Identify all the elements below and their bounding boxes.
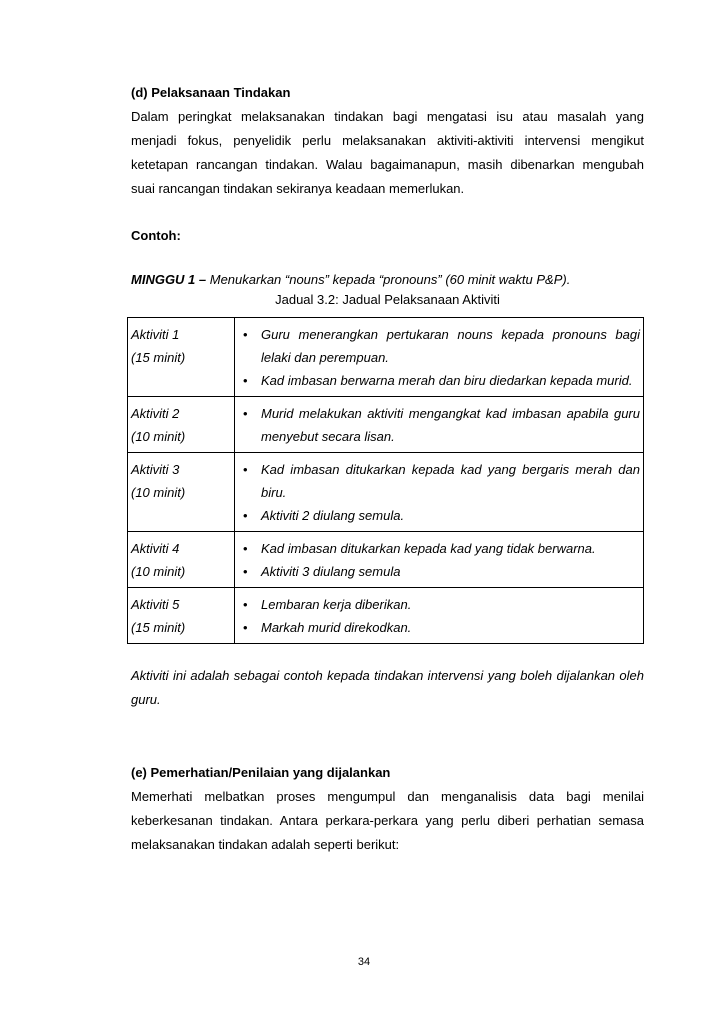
activity-duration: (10 minit): [131, 429, 186, 444]
list-item: • Kad imbasan ditukarkan kepada kad yang bergaris merah dan biru.: [235, 458, 640, 504]
activity-name-cell: [128, 453, 235, 532]
paragraph-line: keberkesanan tindakan. Antara perkara-perkara yang perlu diberi perhatian semasa: [131, 813, 644, 828]
document-page: [131, 84, 644, 857]
week-text: Menukarkan “nouns” kepada “pronouns” (60 minit waktu P&P).: [206, 272, 571, 287]
table-row: [128, 397, 644, 453]
activity-name: Aktiviti 2: [131, 406, 180, 421]
activity-duration: (10 minit): [131, 564, 186, 579]
list-item: • Lembaran kerja diberikan.: [235, 593, 640, 616]
section-d-title: (d) Pelaksanaan Tindakan: [131, 85, 291, 100]
week-label: MINGGU 1 –: [131, 272, 207, 287]
paragraph-line: Memerhati melbatkan proses mengumpul dan menganalisis data bagi menilai: [131, 789, 644, 804]
section-d-paragraph: [131, 105, 644, 201]
week-heading: [131, 271, 644, 289]
activity-name-cell: [128, 397, 235, 453]
activity-duration: (10 minit): [131, 485, 186, 500]
activity-items-cell: [235, 588, 644, 644]
list-item: • Aktiviti 3 diulang semula: [235, 560, 640, 583]
activity-name-cell: [128, 588, 235, 644]
list-item: • Markah murid direkodkan.: [235, 616, 640, 639]
list-item: • Kad imbasan ditukarkan kepada kad yang tidak berwarna.: [235, 537, 640, 560]
table-row: [128, 588, 644, 644]
activity-duration: (15 minit): [131, 350, 186, 365]
activity-duration: (15 minit): [131, 620, 186, 635]
activity-items-cell: [235, 453, 644, 532]
paragraph-line: menjadi fokus, penyelidik perlu melaksanakan aktiviti-aktiviti intervensi mengikut: [131, 133, 644, 148]
table-row: [128, 318, 644, 397]
activity-name: Aktiviti 3: [131, 462, 180, 477]
activity-table: [127, 317, 644, 644]
activity-items-cell: [235, 397, 644, 453]
table-caption: Jadual 3.2: Jadual Pelaksanaan Aktiviti: [275, 292, 500, 307]
list-item: • Murid melakukan aktiviti mengangkat kad imbasan apabila guru menyebut secara lisan.: [235, 402, 640, 448]
list-item: • Kad imbasan berwarna merah dan biru diedarkan kepada murid.: [235, 369, 640, 392]
contoh-label: Contoh:: [131, 228, 181, 243]
list-item: • Guru menerangkan pertukaran nouns kepada pronouns bagi lelaki dan perempuan.: [235, 323, 640, 369]
table-row: [128, 453, 644, 532]
activity-name-cell: [128, 318, 235, 397]
activity-items-cell: [235, 318, 644, 397]
paragraph-line: suai rancangan tindakan sekiranya keadaan memerlukan.: [131, 181, 465, 196]
section-e-title: (e) Pemerhatian/Penilaian yang dijalankan: [131, 765, 391, 780]
section-e-paragraph: [131, 785, 644, 857]
table-note: Aktiviti ini adalah sebagai contoh kepada tindakan intervensi yang boleh dijalankan oleh guru.: [131, 668, 644, 707]
page-number: 34: [357, 956, 371, 968]
activity-name-cell: [128, 532, 235, 588]
paragraph-line: Dalam peringkat melaksanakan tindakan bagi mengatasi isu atau masalah yang: [131, 109, 644, 124]
paragraph-line: melaksanakan tindakan adalah seperti berikut:: [131, 837, 400, 852]
activity-name: Aktiviti 4: [131, 541, 180, 556]
activity-items-cell: [235, 532, 644, 588]
list-item: • Aktiviti 2 diulang semula.: [235, 504, 640, 527]
activity-name: Aktiviti 1: [131, 327, 180, 342]
table-row: [128, 532, 644, 588]
activity-name: Aktiviti 5: [131, 597, 180, 612]
paragraph-line: ketetapan rancangan tindakan. Walau bagaimanapun, masih dibenarkan mengubah: [131, 157, 644, 172]
